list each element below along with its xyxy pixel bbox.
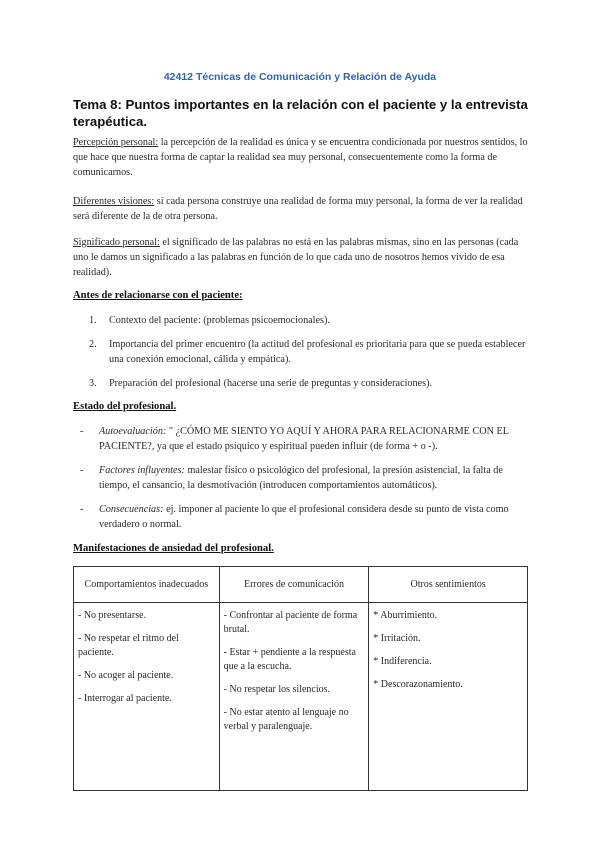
cell-item: - No respetar los silencios. xyxy=(223,684,331,695)
definition-perception xyxy=(73,135,533,180)
list-label: Consecuencias: xyxy=(99,504,164,515)
definition-term: Significado personal: xyxy=(73,237,160,248)
list-number: 2. xyxy=(89,339,97,350)
table-cell-feelings xyxy=(369,603,528,791)
list-dash: - xyxy=(80,504,84,515)
table-row xyxy=(74,603,528,791)
topic-title: Tema 8: Puntos importantes en la relación con el paciente y la entrevista terapéutica. xyxy=(73,97,528,129)
list-text: Preparación del profesional (hacerse una serie de preguntas y consideraciones). xyxy=(109,378,433,389)
list-dash: - xyxy=(80,465,84,476)
cell-item: - No acoger al paciente. xyxy=(78,670,174,681)
cell-item: - Confrontar al paciente de forma brutal. xyxy=(223,610,358,635)
column-header: Errores de comunicación xyxy=(219,567,369,603)
cell-item: * Aburrimiento. xyxy=(373,610,438,621)
definition-text: el significado de las palabras no está en las palabras mismas, sino en las personas (cada uno le damos un significado a las palabras en función de lo que cada uno de nosotros hemos vivido de esa realidad). xyxy=(73,237,519,278)
anxiety-table xyxy=(73,566,528,791)
definition-visions xyxy=(73,194,533,224)
cell-item: - Estar + pendiente a la respuesta que a la escucha. xyxy=(223,647,356,672)
list-text: Contexto del paciente: (problemas psicoemocionales). xyxy=(109,315,330,326)
definition-meaning xyxy=(73,235,533,280)
definition-term: Diferentes visiones: xyxy=(73,196,155,207)
section-heading-state: Estado del profesional. xyxy=(73,401,177,412)
cell-item: - No estar atento al lenguaje no verbal y paralenguaje. xyxy=(223,707,349,732)
list-text: ej. imponer al paciente lo que el profesional considera desde su punto de vista como verdadero o normal. xyxy=(99,504,509,530)
column-header: Comportamientos inadecuados xyxy=(74,567,220,603)
section-heading-before: Antes de relacionarse con el paciente: xyxy=(73,290,243,301)
section-heading-anxiety: Manifestaciones de ansiedad del profesional. xyxy=(73,543,274,554)
definition-term: Percepción personal: xyxy=(73,137,159,148)
list-dash: - xyxy=(80,426,84,437)
list-text: malestar físico o psicológico del profesional, la presión asistencial, la falta de tiempo, el cansancio, la desmotivación (introducen comportamientos automáticos). xyxy=(99,465,503,491)
table-cell-errors xyxy=(219,603,369,791)
cell-item: - No respetar el ritmo del paciente. xyxy=(78,633,179,658)
list-label: Factores influyentes: xyxy=(99,465,185,476)
column-header: Otros sentimientos xyxy=(369,567,528,603)
cell-item: - Interrogar al paciente. xyxy=(78,693,172,704)
cell-item: * Indiferencia. xyxy=(373,656,432,667)
definition-text: si cada persona construye una realidad de forma muy personal, la forma de ver la realidad será diferente de la de otra persona. xyxy=(73,196,523,222)
table-header-row xyxy=(74,567,528,603)
table-cell-behaviors xyxy=(74,603,220,791)
list-number: 1. xyxy=(89,315,97,326)
definition-text: la percepción de la realidad es única y se encuentra condicionada por nuestros sentidos, lo que hace que nuestra forma de captar la realidad sea muy personal, consecuentemente como la forma de comunicarnos. xyxy=(73,137,528,178)
list-text: " ¿CÓMO ME SIENTO YO AQUÍ Y AHORA PARA RELACIONARME CON EL PACIENTE?, ya que el estado psíquico y espiritual pueden influir (de forma + o -). xyxy=(99,426,509,452)
cell-item: - No presentarse. xyxy=(78,610,147,621)
list-text: Importancia del primer encuentro (la actitud del profesional es prioritaria para que se pueda establecer una conexión emocional, cálida y empática). xyxy=(109,339,526,365)
list-label: Autoevaluación: xyxy=(99,426,167,437)
cell-item: * Descorazonamiento. xyxy=(373,679,463,690)
course-title: 42412 Técnicas de Comunicación y Relación de Ayuda xyxy=(163,71,437,83)
cell-item: * Irritación. xyxy=(373,633,421,644)
list-number: 3. xyxy=(89,378,97,389)
